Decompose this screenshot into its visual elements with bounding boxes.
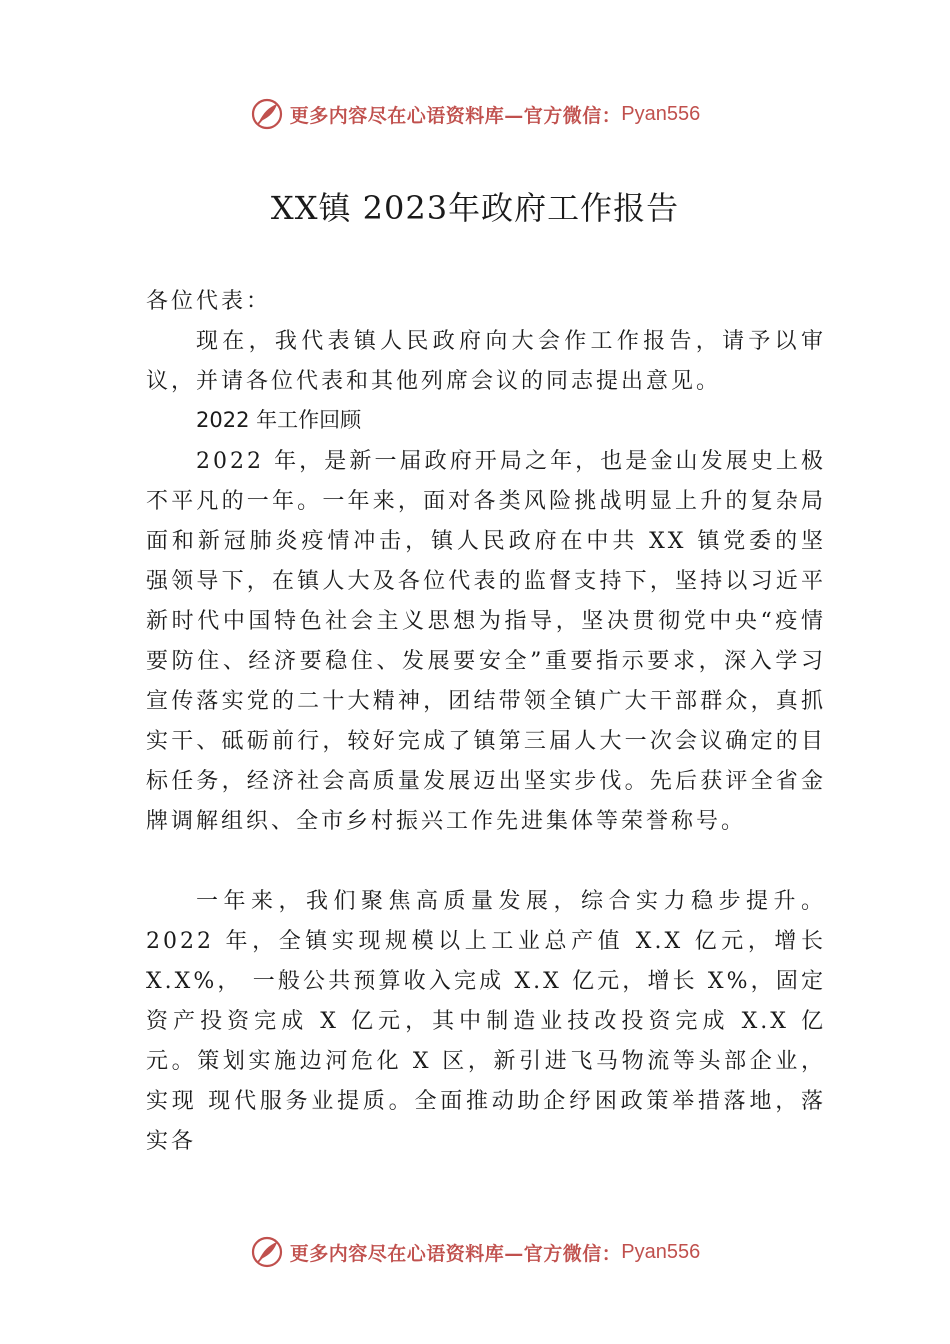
document-title: XX镇 2023年政府工作报告 [270,189,680,227]
salutation: 各位代表： [146,289,272,314]
paragraph: 一年来，我们聚焦高质量发展，综合实力稳步提升。2022 年，全镇实现规模以上工业总产值 X.X 亿元，增长 X.X%， 一般公共预算收入完成 X.X 亿元，增长 X%，固定资产投资完成 X 亿元，其中制造业技改投资完成 X.X 亿元。策划实施边河危化 X 区，新引进飞马物流等头部企业，实现 现代服务业提质。全面推动助企纾困政策举措落地，落实各 [146,889,826,1154]
watermark-account: Pyan556 [621,102,701,125]
watermark-banner-top [0,94,950,134]
feather-quill-icon [250,1235,284,1269]
watermark-account: Pyan556 [621,1240,701,1263]
watermark-text: 更多内容尽在心语资料库—官方微信： [289,104,622,127]
section-heading: 2022 年工作回顾 [196,408,362,432]
watermark-text: 更多内容尽在心语资料库—官方微信： [289,1242,622,1265]
paragraph: 现在，我代表镇人民政府向大会作工作报告，请予以审议，并请各位代表和其他列席会议的同志提出意见。 [146,329,826,394]
feather-quill-icon [250,97,284,131]
paragraph: 2022 年，是新一届政府开局之年，也是金山发展史上极不平凡的一年。一年来，面对各类风险挑战明显上升的复杂局面和新冠肺炎疫情冲击，镇人民政府在中共 XX 镇党委的坚强领导下，在镇人大及各位代表的监督支持下，坚持以习近平新时代中国特色社会主义思想为指导，坚决贯彻党中央“疫情要防住、经济要稳住、发展要安全”重要指示要求，深入学习宣传落实党的二十大精神，团结带领全镇广大干部群众，真抓实干、砥砺前行，较好完成了镇第三届人大一次会议确定的目标任务，经济社会高质量发展迈出坚实步伐。先后获评全省金牌调解组织、全市乡村振兴工作先进集体等荣誉称号。 [146,449,826,834]
watermark-banner-bottom [0,1232,950,1272]
